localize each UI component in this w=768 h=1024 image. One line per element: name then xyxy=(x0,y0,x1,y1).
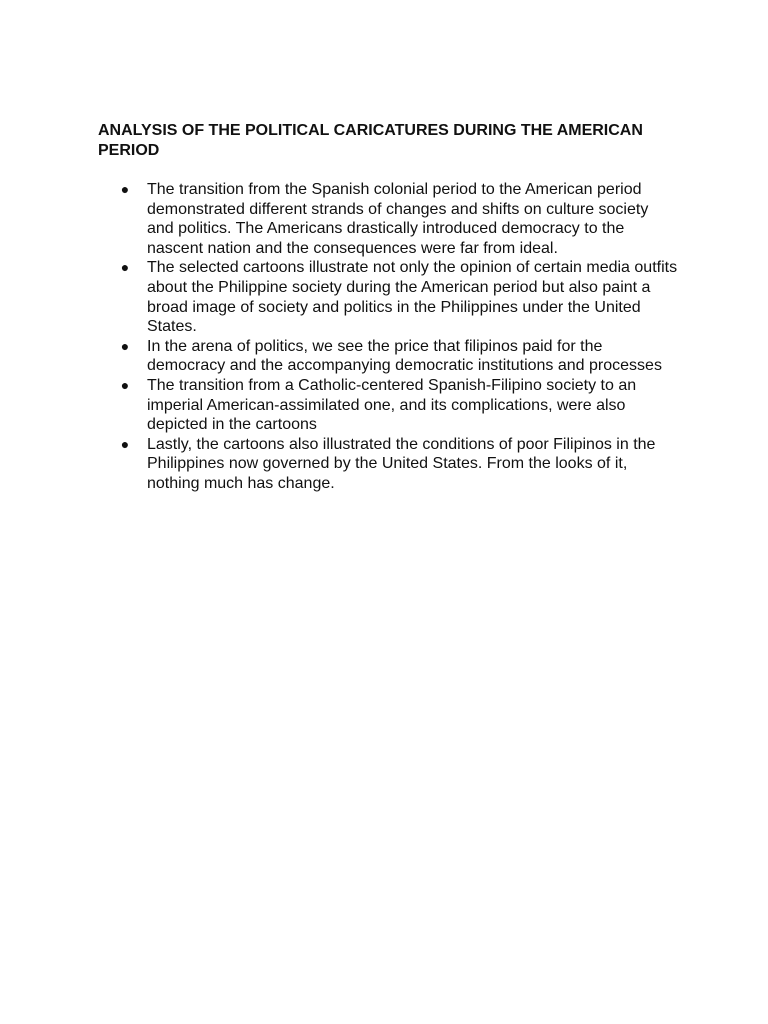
list-item xyxy=(98,258,678,336)
bullet-dot-icon: ● xyxy=(120,376,130,393)
bullet-dot-icon: ● xyxy=(120,181,130,197)
list-item xyxy=(98,376,678,435)
list-item-text: The selected cartoons illustrate not only the opinion of certain media outfits about the Philippine society during the American period but also paint a broad image of society and politics in the Philippines under the United States. xyxy=(147,259,678,336)
document-title: ANALYSIS OF THE POLITICAL CARICATURES DURING THE AMERICAN PERIOD xyxy=(98,122,643,159)
bullet-dot-icon: ● xyxy=(120,435,130,452)
list-item-text: The transition from the Spanish colonial period to the American period demonstrated different strands of changes and shifts on culture society and politics. The Americans drastically introduced democracy to the nascent nation and the consequences were far from ideal. xyxy=(147,181,649,257)
list-item-text: The transition from a Catholic-centered Spanish-Filipino society to an imperial American-assimilated one, and its complications, were also depicted in the cartoons xyxy=(147,376,637,434)
list-item-text: In the arena of politics, we see the price that filipinos paid for the democracy and the accompanying democratic institutions and processes xyxy=(147,337,662,375)
bullet-list xyxy=(98,180,678,494)
bullet-dot-icon: ● xyxy=(120,337,130,354)
bullet-dot-icon: ● xyxy=(120,259,130,276)
list-item xyxy=(98,180,678,258)
list-item xyxy=(98,435,678,494)
list-item-text: Lastly, the cartoons also illustrated the conditions of poor Filipinos in the Philippines now governed by the United States. From the looks of it, nothing much has change. xyxy=(147,435,656,492)
list-item xyxy=(98,337,678,376)
